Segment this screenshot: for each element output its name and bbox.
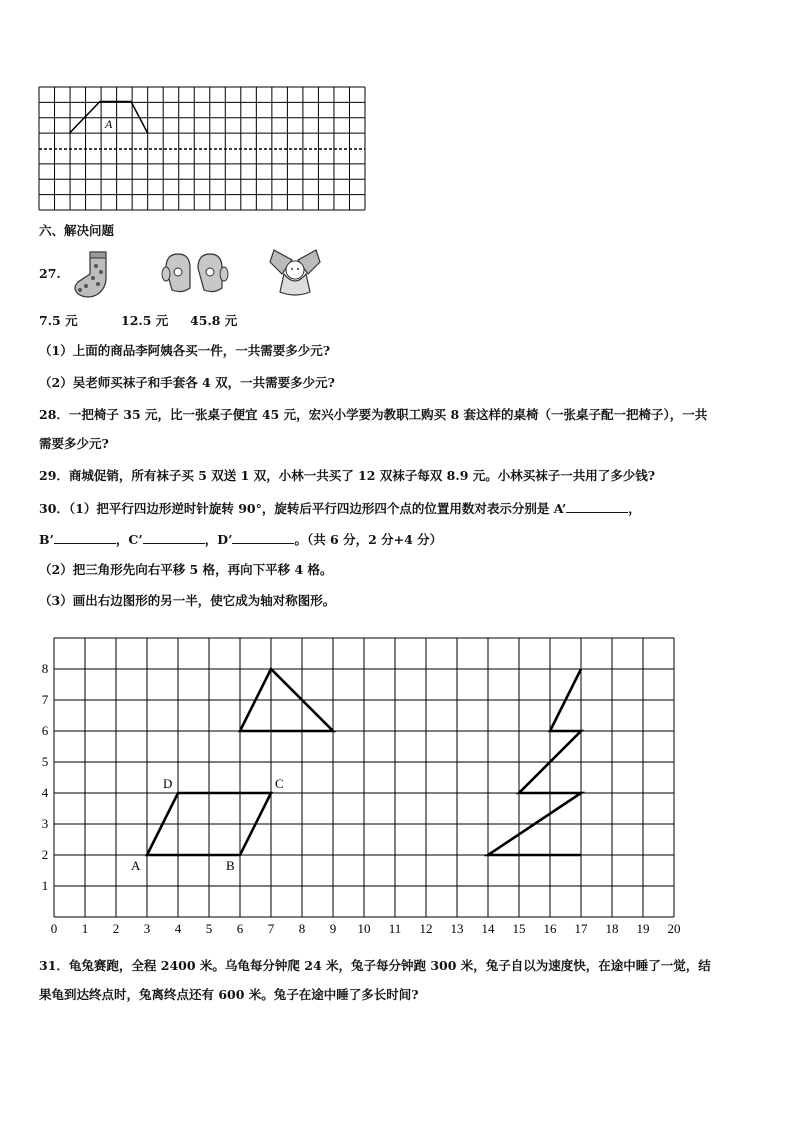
answer-blank-d[interactable] [232, 531, 294, 544]
shape-a-label: A [105, 117, 113, 131]
vertex-label-a: A [131, 858, 141, 873]
q28-line2: 需要多少元? [39, 436, 109, 451]
q30-line1 [39, 500, 641, 517]
q30-line2 [39, 531, 442, 548]
y-tick-label: 5 [41, 754, 49, 769]
x-tick-label: 5 [205, 921, 213, 936]
small-square-grid [38, 86, 368, 212]
vertex-label-c: C [275, 776, 284, 791]
price-mittens: 12.5 元 [121, 313, 169, 328]
mittens-icon [160, 248, 232, 300]
q31-line2: 果龟到达终点时，兔离终点还有 600 米。兔子在途中睡了多长时间? [39, 987, 419, 1002]
q30-line1-prefix: 30．（1）把平行四边形逆时针旋转 90°，旋转后平行四边形四个点的位置用数对表示分别是 A’ [39, 501, 567, 516]
q29-text: 29．商城促销，所有袜子买 5 双送 1 双，小林一共买了 12 双袜子每双 8.9 元。小林买袜子一共用了多少钱? [39, 468, 656, 483]
q27-number: 27. [39, 266, 61, 281]
x-tick-label: 0 [50, 921, 58, 936]
y-tick-label: 6 [41, 723, 49, 738]
x-tick-label: 17 [574, 921, 588, 936]
vertex-label-d: D [163, 776, 173, 791]
section-title: 六、解决问题 [39, 223, 115, 238]
q30-line1-suffix: ， [628, 501, 641, 516]
q28-line1: 28．一把椅子 35 元，比一张桌子便宜 45 元，宏兴小学要为教职工购买 8 套这样的桌椅（一张桌子配一把椅子），一共 [39, 407, 708, 422]
answer-blank-a[interactable] [566, 500, 628, 513]
q31-line1: 31．龟兔赛跑，全程 2400 米。乌龟每分钟爬 24 米，兔子每分钟跑 300 米，兔子自以为速度快，在途中睡了一觉，结 [39, 958, 711, 973]
x-tick-label: 12 [419, 921, 433, 936]
q30-line2-suffix: 。（共 6 分，2 分+4 分） [294, 532, 443, 547]
q27-sub1: （1）上面的商品李阿姨各买一件，一共需要多少元? [39, 343, 331, 358]
x-tick-label: 8 [298, 921, 306, 936]
x-tick-label: 15 [512, 921, 526, 936]
x-tick-label: 19 [636, 921, 650, 936]
price-socks: 7.5 元 [39, 313, 78, 328]
x-tick-label: 7 [267, 921, 275, 936]
y-tick-label: 3 [41, 816, 49, 831]
x-tick-label: 18 [605, 921, 619, 936]
x-tick-label: 10 [357, 921, 371, 936]
y-tick-label: 2 [41, 847, 49, 862]
sock-icon [68, 248, 120, 300]
y-tick-label: 1 [41, 878, 49, 893]
x-tick-label: 20 [667, 921, 681, 936]
y-tick-label: 7 [41, 692, 49, 707]
q30-sub3: （3）画出右边图形的另一半，使它成为轴对称图形。 [39, 593, 336, 608]
x-tick-label: 1 [81, 921, 89, 936]
x-tick-label: 4 [174, 921, 182, 936]
answer-blank-b[interactable] [54, 531, 116, 544]
label-b-prime: B’ [39, 532, 54, 547]
x-axis-tick-labels [51, 921, 681, 936]
label-c-prime: ，C’ [115, 532, 143, 547]
q27-sub2: （2）吴老师买袜子和手套各 4 双，一共需要多少元? [39, 375, 335, 390]
price-scarf: 45.8 元 [190, 313, 238, 328]
label-d-prime: ，D’ [204, 532, 233, 547]
x-tick-label: 9 [329, 921, 337, 936]
answer-blank-c[interactable] [143, 531, 205, 544]
vertex-label-b: B [226, 858, 235, 873]
x-tick-label: 6 [236, 921, 244, 936]
x-tick-label: 13 [450, 921, 464, 936]
grid-lines [54, 638, 674, 917]
y-tick-label: 4 [41, 785, 49, 800]
y-tick-label: 8 [41, 661, 49, 676]
x-tick-label: 3 [143, 921, 151, 936]
x-tick-label: 2 [112, 921, 120, 936]
x-tick-label: 14 [481, 921, 495, 936]
scarf-icon [266, 244, 324, 298]
q30-sub2: （2）把三角形先向右平移 5 格，再向下平移 4 格。 [39, 562, 333, 577]
coordinate-grid [0, 620, 700, 945]
y-axis-tick-labels [42, 661, 49, 893]
x-tick-label: 11 [388, 921, 402, 936]
x-tick-label: 16 [543, 921, 557, 936]
